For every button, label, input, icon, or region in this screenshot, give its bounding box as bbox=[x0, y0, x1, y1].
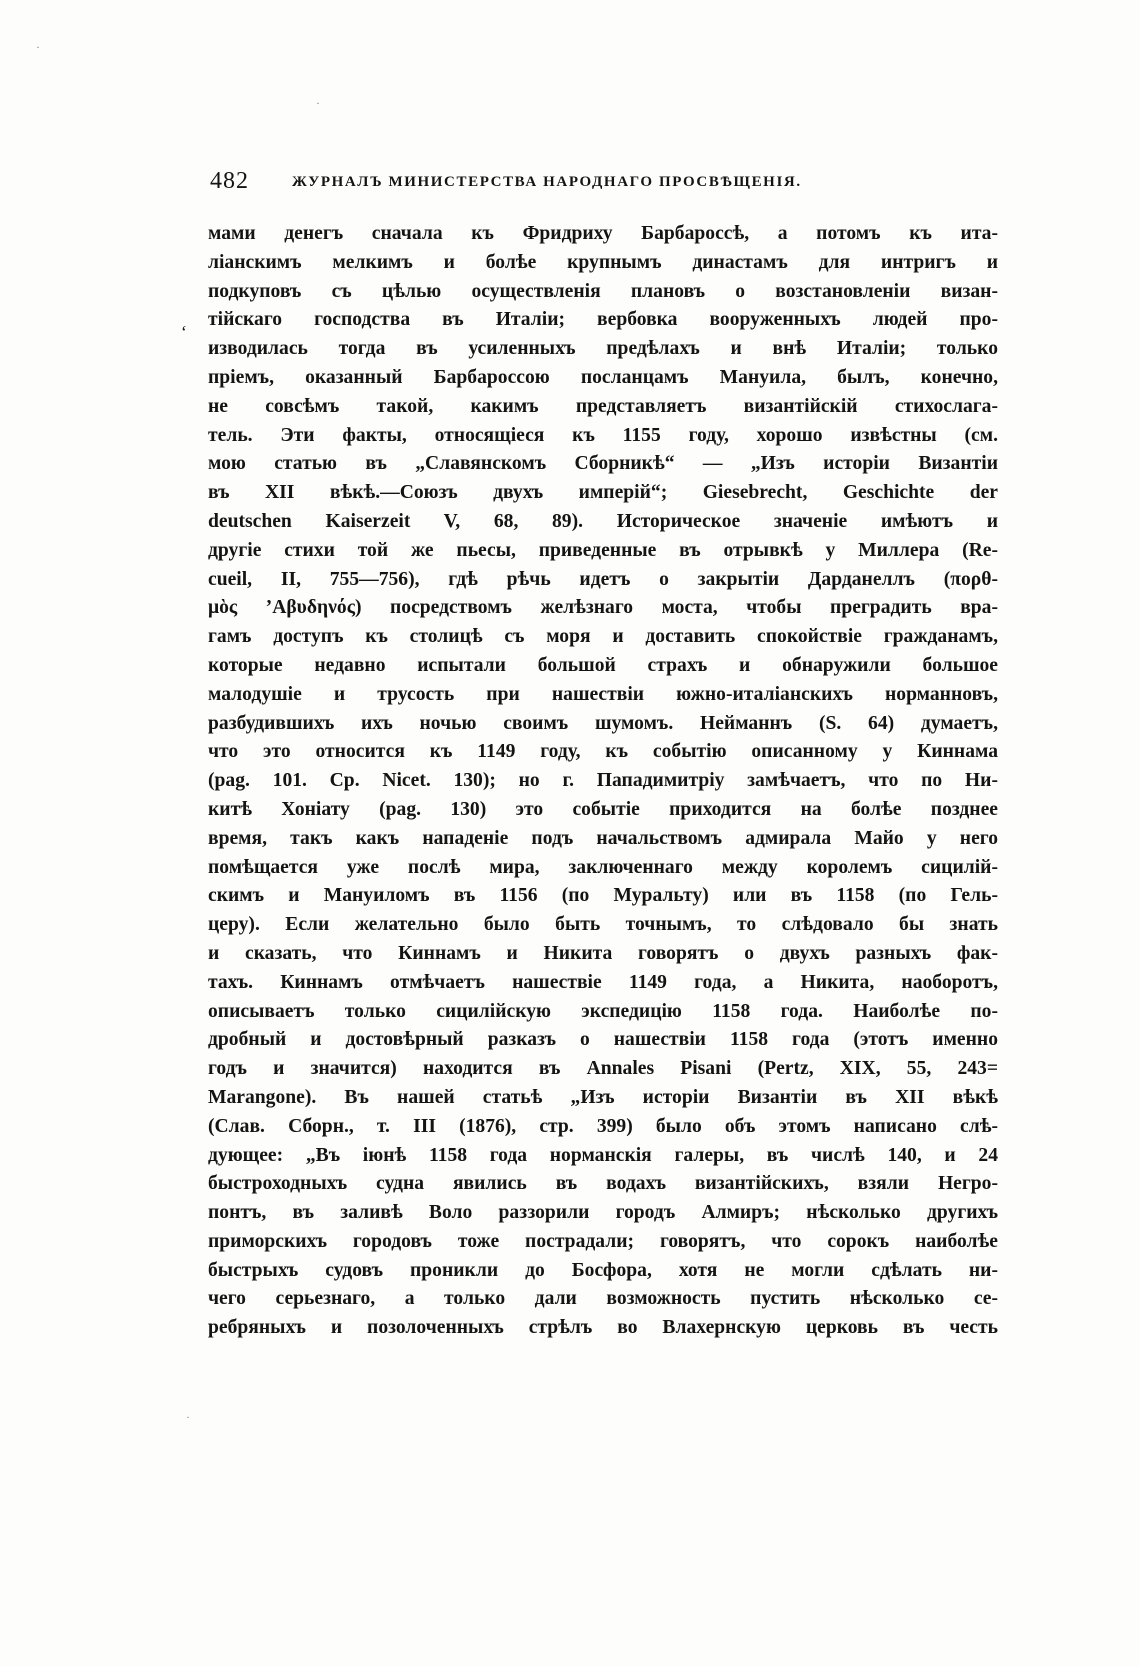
page-number: 482 bbox=[210, 168, 249, 194]
text-line: подкуповъ съ цѣлью осуществленія плановъ о возстановленіи визан- bbox=[208, 280, 998, 302]
text-line: въ XII вѣкѣ.—Союзъ двухъ имперій“; Giesebrecht, Geschichte der bbox=[208, 482, 998, 504]
text-line: понтъ, въ заливѣ Воло раззорили городъ Алмиръ; нѣсколько другихъ bbox=[208, 1202, 998, 1224]
scan-speck: · bbox=[36, 40, 40, 54]
text-line: мами денегъ сначала къ Фридриху Барбароссѣ, а потомъ къ ита- bbox=[208, 223, 998, 244]
page-header bbox=[210, 168, 990, 200]
text-line: быстрыхъ судовъ проникли до Босфора, хотя не могли сдѣлать ни- bbox=[208, 1259, 998, 1281]
text-line: тахъ. Киннамъ отмѣчаетъ нашествіе 1149 года, а Никита, наоборотъ, bbox=[208, 971, 998, 993]
text-line: мою статью въ „Славянскомъ Сборникѣ“ — „Изъ исторіи Византіи bbox=[208, 453, 998, 475]
text-line: дробный и достовѣрный разказъ о нашествіи 1158 года (этотъ именно bbox=[208, 1029, 998, 1051]
scan-speck: · bbox=[316, 96, 320, 110]
text-line: разбудившихъ ихъ ночью своимъ шумомъ. Нейманнъ (S. 64) думаетъ, bbox=[208, 712, 998, 734]
text-line: время, такъ какъ нападеніе подъ начальствомъ адмирала Майо у него bbox=[208, 827, 998, 849]
text-line: которые недавно испытали большой страхъ и обнаружили большое bbox=[208, 654, 998, 676]
text-line: (pag. 101. Cp. Nicet. 130); но г. Пападимитріу замѣчаетъ, что по Ни- bbox=[208, 770, 998, 792]
scan-speck: · bbox=[186, 1410, 190, 1424]
text-line: другіе стихи той же пьесы, приведенные въ отрывкѣ у Миллера (Re- bbox=[208, 539, 998, 561]
text-line: церу). Если желательно было быть точнымъ, то слѣдовало бы знать bbox=[208, 914, 998, 936]
text-line: ліанскимъ мелкимъ и болѣе крупнымъ династамъ для интригъ и bbox=[208, 251, 998, 273]
text-line: не совсѣмъ такой, какимъ представляетъ византійскій стихослага- bbox=[208, 395, 998, 417]
text-line: скимъ и Мануиломъ въ 1156 (по Муральту) или въ 1158 (по Гель- bbox=[208, 885, 998, 907]
body-text bbox=[208, 220, 998, 1343]
text-line: помѣщается уже послѣ мира, заключеннаго между королемъ сицилій- bbox=[208, 856, 998, 878]
text-line: что это относится къ 1149 году, къ событію описанному у Киннама bbox=[208, 741, 998, 763]
text-line: Marangone). Въ нашей статьѣ „Изъ исторіи Византіи въ XII вѣкѣ bbox=[208, 1086, 998, 1108]
margin-mark: ʻ bbox=[180, 322, 186, 342]
text-line: cueil, II, 755—756), гдѣ рѣчь идетъ о закрытіи Дарданеллъ (πορθ- bbox=[208, 568, 998, 590]
text-line: быстроходныхъ судна явились въ водахъ византійскихъ, взяли Негро- bbox=[208, 1173, 998, 1195]
text-line: годъ и значится) находится въ Annales Pisani (Pertz, XIX, 55, 243= bbox=[208, 1058, 998, 1080]
text-line: ребряныхъ и позолоченныхъ стрѣлъ во Влахернскую церковь въ честь bbox=[208, 1317, 998, 1339]
text-line: и сказать, что Киннамъ и Никита говорятъ о двухъ разныхъ фак- bbox=[208, 942, 998, 964]
text-line: малодушіе и трусость при нашествіи южно-италіанскихъ норманновъ, bbox=[208, 683, 998, 705]
text-line: μὸς ’Αβυδηνός) посредствомъ желѣзнаго моста, чтобы преградить вра- bbox=[208, 597, 998, 619]
running-head: ЖУРНАЛЪ МИНИСТЕРСТВА НАРОДНАГО ПРОСВѢЩЕНІЯ. bbox=[292, 174, 802, 190]
text-line: тель. Эти факты, относящіеся къ 1155 году, хорошо извѣстны (см. bbox=[208, 424, 998, 446]
text-line: гамъ доступъ къ столицѣ съ моря и доставить спокойствіе гражданамъ, bbox=[208, 626, 998, 648]
text-line: тійскаго господства въ Италіи; вербовка вооруженныхъ людей про- bbox=[208, 309, 998, 331]
text-line: китѣ Хоніату (pag. 130) это событіе приходится на болѣе позднее bbox=[208, 798, 998, 820]
text-line: пріемъ, оказанный Барбароссою посланцамъ Мануила, былъ, конечно, bbox=[208, 366, 998, 388]
text-line: чего серьезнаго, а только дали возможность пустить нѣсколько се- bbox=[208, 1288, 998, 1310]
text-line: описываетъ только сицилійскую экспедицію 1158 года. Наиболѣе по- bbox=[208, 1000, 998, 1022]
text-line: (Слав. Сборн., т. III (1876), стр. 399) было объ этомъ написано слѣ- bbox=[208, 1115, 998, 1137]
text-line: изводилась тогда въ усиленныхъ предѣлахъ и внѣ Италіи; только bbox=[208, 338, 998, 360]
text-line: дующее: „Въ іюнѣ 1158 года норманскія галеры, въ числѣ 140, и 24 bbox=[208, 1144, 998, 1166]
text-line: приморскихъ городовъ тоже пострадали; говорятъ, что сорокъ наиболѣе bbox=[208, 1230, 998, 1252]
text-line: deutschen Kaiserzeit V, 68, 89). Историческое значеніе имѣютъ и bbox=[208, 510, 998, 532]
